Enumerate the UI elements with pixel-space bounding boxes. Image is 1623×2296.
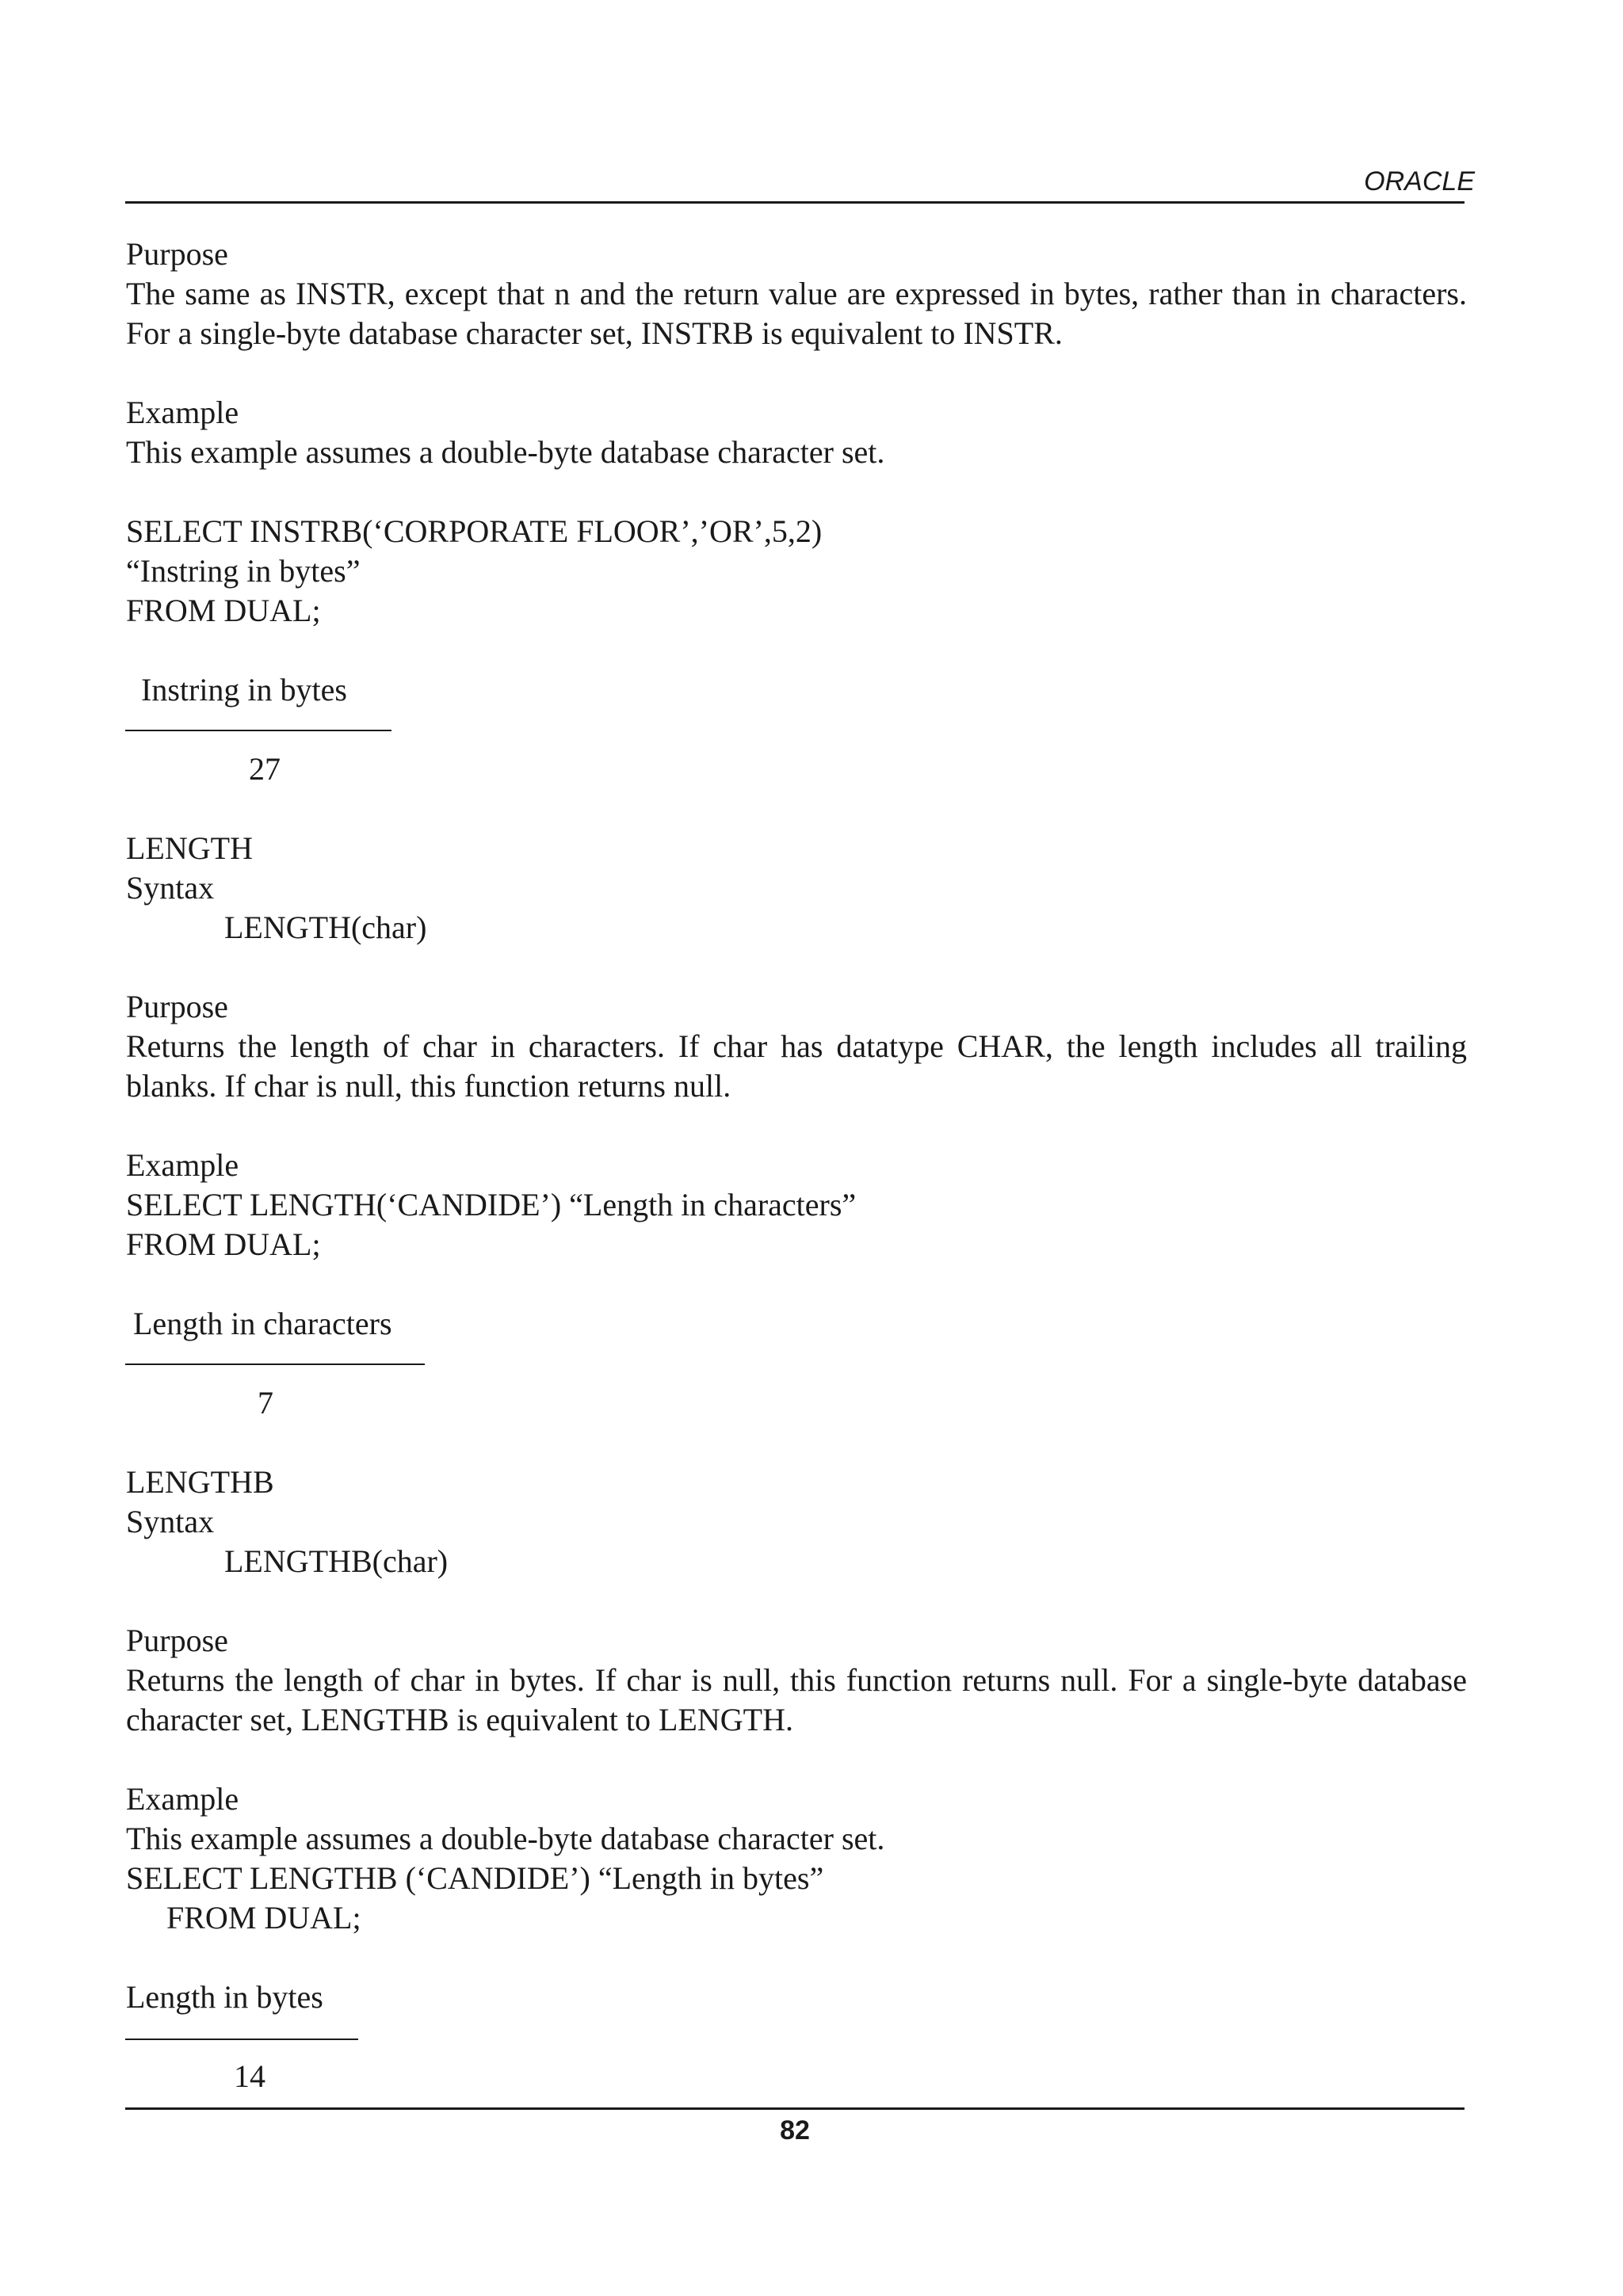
lengthb-purpose-line-1: Returns the length of char in bytes. If char is null, this function returns null. For a single-byte database xyxy=(126,1662,1467,1698)
instrb-code-line-3: FROM DUAL; xyxy=(126,593,321,628)
length-purpose-line-1: Returns the length of char in characters. If char has datatype CHAR, the length includes all trailing xyxy=(126,1028,1467,1064)
lengthb-syntax: LENGTHB(char) xyxy=(224,1543,449,1579)
page-number: 82 xyxy=(780,2115,810,2145)
header-title: ORACLE xyxy=(1364,166,1475,196)
lengthb-code-line-1: SELECT LENGTHB (‘CANDIDE’) “Length in bytes” xyxy=(126,1860,824,1896)
instrb-example-heading: Example xyxy=(126,395,239,430)
lengthb-code-line-2: FROM DUAL; xyxy=(166,1900,361,1936)
length-code-line-1: SELECT LENGTH(‘CANDIDE’) “Length in characters” xyxy=(126,1187,857,1222)
instrb-result-rule xyxy=(125,730,391,731)
lengthb-result-value: 14 xyxy=(234,2058,265,2094)
lengthb-syntax-heading: Syntax xyxy=(126,1504,215,1539)
length-result-value: 7 xyxy=(258,1385,273,1421)
instrb-code-line-2: “Instring in bytes” xyxy=(126,553,361,589)
instrb-purpose-line-2: For a single-byte database character set, INSTRB is equivalent to INSTR. xyxy=(126,315,1063,351)
footer-rule xyxy=(125,2107,1465,2110)
length-syntax: LENGTH(char) xyxy=(224,910,427,945)
instrb-purpose-heading: Purpose xyxy=(126,236,228,272)
length-syntax-heading: Syntax xyxy=(126,870,215,906)
length-purpose-line-2: blanks. If char is null, this function returns null. xyxy=(126,1068,731,1104)
length-result-rule xyxy=(125,1363,425,1365)
instrb-result-value: 27 xyxy=(249,751,281,787)
header-rule xyxy=(125,201,1465,204)
lengthb-result-header: Length in bytes xyxy=(126,1979,323,2015)
instrb-result-header: Instring in bytes xyxy=(141,672,347,707)
length-title: LENGTH xyxy=(126,830,253,866)
lengthb-example-note: This example assumes a double-byte database character set. xyxy=(126,1821,885,1856)
lengthb-title: LENGTHB xyxy=(126,1464,274,1500)
length-purpose-heading: Purpose xyxy=(126,989,228,1024)
length-code-line-2: FROM DUAL; xyxy=(126,1226,321,1262)
instrb-example-note: This example assumes a double-byte database character set. xyxy=(126,434,885,470)
lengthb-purpose-line-2: character set, LENGTHB is equivalent to LENGTH. xyxy=(126,1702,793,1737)
length-example-heading: Example xyxy=(126,1147,239,1183)
lengthb-purpose-heading: Purpose xyxy=(126,1623,228,1658)
length-result-header: Length in characters xyxy=(133,1306,392,1341)
lengthb-example-heading: Example xyxy=(126,1781,239,1817)
instrb-code-line-1: SELECT INSTRB(‘CORPORATE FLOOR’,’OR’,5,2) xyxy=(126,513,823,549)
lengthb-result-rule xyxy=(125,2039,358,2040)
instrb-purpose-line-1: The same as INSTR, except that n and the return value are expressed in bytes, rather than in characters. xyxy=(126,276,1467,311)
